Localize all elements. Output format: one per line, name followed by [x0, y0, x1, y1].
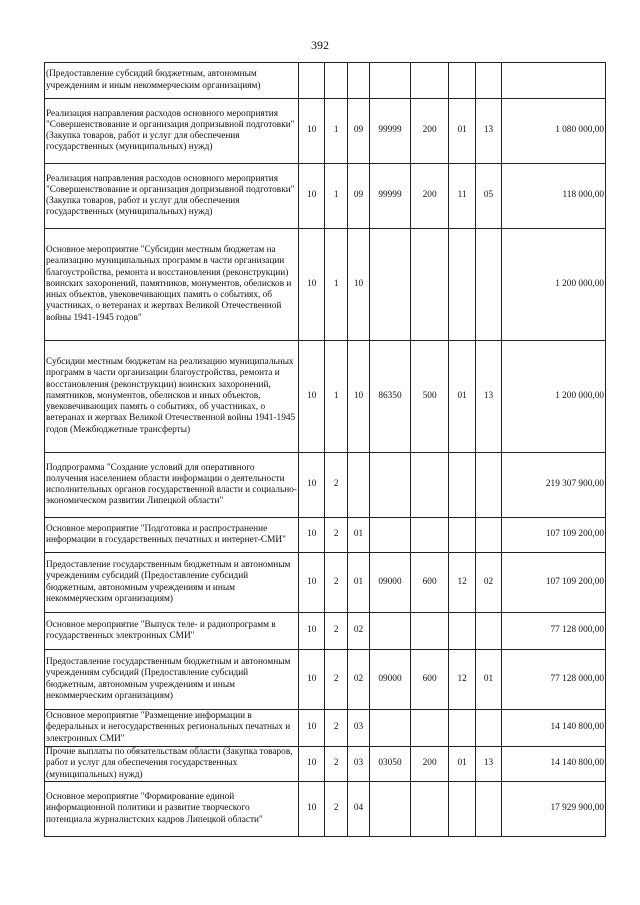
table-row	[45, 747, 606, 782]
code-section	[449, 782, 475, 837]
page-number: 392	[311, 38, 329, 52]
code-expense-type	[410, 613, 449, 650]
code-direction	[370, 229, 411, 341]
table-row	[45, 613, 606, 650]
code-expense-type: 200	[410, 747, 449, 782]
code-direction	[370, 518, 411, 553]
code-program: 10	[299, 710, 325, 747]
table-row	[45, 650, 606, 710]
row-name: Предоставление государственным бюджетным и автономным учреждениям субсидий (Предоставление субсидий бюджетным, автономным учреждениям и иным некоммерческим организациям)	[45, 650, 299, 710]
code-expense-type: 600	[410, 650, 449, 710]
code-subprogram: 2	[325, 782, 347, 837]
code-direction	[370, 782, 411, 837]
code-subprogram: 1	[325, 99, 347, 164]
code-program: 10	[299, 99, 325, 164]
code-subsection	[475, 613, 501, 650]
code-section: 01	[449, 99, 475, 164]
code-program	[299, 63, 325, 99]
table-row	[45, 164, 606, 229]
code-subprogram: 2	[325, 747, 347, 782]
code-event: 01	[347, 518, 369, 553]
row-sum: 219 307 900,00	[502, 453, 606, 518]
code-event: 10	[347, 229, 369, 341]
row-name: Основное мероприятие "Размещение информации в федеральных и негосударственных региональных печатных и электронных СМИ"	[45, 710, 299, 747]
code-section	[449, 613, 475, 650]
code-section: 01	[449, 341, 475, 453]
table-row	[45, 553, 606, 613]
code-subprogram: 2	[325, 613, 347, 650]
code-subprogram: 2	[325, 710, 347, 747]
row-name: Субсидии местным бюджетам на реализацию муниципальных программ в части организации благоустройства, ремонта и восстановления (реконструкции) воинских захоронений, памятников, монументов, обелисков и иных объектов, увековечивающих память о событиях, об участниках, о ветеранах и жертвах Великой Отечественной войны 1941-1945 годов (Межбюджетные трансферты)	[45, 341, 299, 453]
code-event: 03	[347, 747, 369, 782]
code-event	[347, 63, 369, 99]
code-event: 04	[347, 782, 369, 837]
table-row	[45, 453, 606, 518]
code-expense-type: 600	[410, 553, 449, 613]
code-program: 10	[299, 650, 325, 710]
code-program: 10	[299, 782, 325, 837]
code-subprogram: 2	[325, 553, 347, 613]
code-direction: 03050	[370, 747, 411, 782]
code-subsection: 13	[475, 341, 501, 453]
code-subprogram: 1	[325, 341, 347, 453]
row-name: Основное мероприятие "Субсидии местным бюджетам на реализацию муниципальных программ в части организации благоустройства, ремонта и восстановления (реконструкции) воинских захоронений, памятников, монументов, обелисков и иных объектов, увековечивающих память о событиях, об участниках, о ветеранах и жертвах Великой Отечественной войны 1941-1945 годов"	[45, 229, 299, 341]
code-expense-type	[410, 518, 449, 553]
code-program: 10	[299, 553, 325, 613]
row-sum: 14 140 800,00	[502, 710, 606, 747]
code-subsection	[475, 453, 501, 518]
code-subsection: 13	[475, 99, 501, 164]
code-subprogram	[325, 63, 347, 99]
code-subsection: 05	[475, 164, 501, 229]
row-sum: 14 140 800,00	[502, 747, 606, 782]
table-row	[45, 710, 606, 747]
code-expense-type: 500	[410, 341, 449, 453]
code-section	[449, 229, 475, 341]
code-event: 02	[347, 613, 369, 650]
code-event: 09	[347, 99, 369, 164]
code-program: 10	[299, 453, 325, 518]
code-subprogram: 1	[325, 229, 347, 341]
table-row	[45, 782, 606, 837]
table-row	[45, 63, 606, 99]
code-section: 11	[449, 164, 475, 229]
code-program: 10	[299, 747, 325, 782]
code-expense-type	[410, 782, 449, 837]
row-name: Основное мероприятие "Подготовка и распространение информации в государственных печатных и интернет-СМИ"	[45, 518, 299, 553]
row-sum: 118 000,00	[502, 164, 606, 229]
row-sum: 107 109 200,00	[502, 553, 606, 613]
code-subsection	[475, 229, 501, 341]
row-name: Реализация направления расходов основного мероприятия "Совершенствование и организация допризывной подготовки" (Закупка товаров, работ и услуг для обеспечения государственных (муниципальных) нужд)	[45, 164, 299, 229]
row-sum: 1 080 000,00	[502, 99, 606, 164]
row-sum: 77 128 000,00	[502, 650, 606, 710]
code-subsection	[475, 782, 501, 837]
code-direction: 99999	[370, 164, 411, 229]
code-section	[449, 518, 475, 553]
code-direction	[370, 710, 411, 747]
code-section: 12	[449, 650, 475, 710]
code-subprogram: 2	[325, 518, 347, 553]
code-section	[449, 453, 475, 518]
code-direction	[370, 63, 411, 99]
row-name: Основное мероприятие "Формирование единой информационной политики и развитие творческого потенциала журналистских кадров Липецкой области"	[45, 782, 299, 837]
code-section: 01	[449, 747, 475, 782]
code-event: 03	[347, 710, 369, 747]
code-direction: 86350	[370, 341, 411, 453]
table-row	[45, 229, 606, 341]
code-subprogram: 2	[325, 650, 347, 710]
row-sum: 77 128 000,00	[502, 613, 606, 650]
row-name: Предоставление государственным бюджетным и автономным учреждениям субсидий (Предоставление субсидий бюджетным, автономным учреждениям и иным некоммерческим организациям)	[45, 553, 299, 613]
code-program: 10	[299, 341, 325, 453]
code-event	[347, 453, 369, 518]
code-program: 10	[299, 229, 325, 341]
code-event: 10	[347, 341, 369, 453]
row-name: (Предоставление субсидий бюджетным, автономным учреждениям и иным некоммерческим организациям)	[45, 63, 299, 99]
code-section: 12	[449, 553, 475, 613]
code-direction: 99999	[370, 99, 411, 164]
code-subsection: 13	[475, 747, 501, 782]
code-subsection: 02	[475, 553, 501, 613]
row-sum: 17 929 900,00	[502, 782, 606, 837]
code-direction: 09000	[370, 553, 411, 613]
code-subsection	[475, 518, 501, 553]
budget-table	[44, 62, 606, 837]
code-subprogram: 2	[325, 453, 347, 518]
row-sum: 1 200 000,00	[502, 341, 606, 453]
table-row	[45, 99, 606, 164]
code-expense-type: 200	[410, 164, 449, 229]
table-row	[45, 341, 606, 453]
code-subprogram: 1	[325, 164, 347, 229]
code-direction	[370, 613, 411, 650]
code-program: 10	[299, 518, 325, 553]
code-expense-type	[410, 63, 449, 99]
code-expense-type	[410, 710, 449, 747]
code-subsection: 01	[475, 650, 501, 710]
row-sum: 107 109 200,00	[502, 518, 606, 553]
code-subsection	[475, 63, 501, 99]
code-event: 02	[347, 650, 369, 710]
code-subsection	[475, 710, 501, 747]
code-expense-type	[410, 229, 449, 341]
code-expense-type	[410, 453, 449, 518]
code-program: 10	[299, 613, 325, 650]
code-event: 01	[347, 553, 369, 613]
code-section	[449, 710, 475, 747]
code-expense-type: 200	[410, 99, 449, 164]
code-direction	[370, 453, 411, 518]
code-program: 10	[299, 164, 325, 229]
code-section	[449, 63, 475, 99]
code-direction: 09000	[370, 650, 411, 710]
row-name: Подпрограмма "Создание условий для оперативного получения населением области информации о деятельности исполнительных органов государственной власти и социально-экономическом развитии Липецкой области"	[45, 453, 299, 518]
row-sum: 1 200 000,00	[502, 229, 606, 341]
row-sum	[502, 63, 606, 99]
row-name: Прочие выплаты по обязательствам области (Закупка товаров, работ и услуг для обеспечения государственных (муниципальных) нужд)	[45, 747, 299, 782]
table-row	[45, 518, 606, 553]
row-name: Основное мероприятие "Выпуск теле- и радиопрограмм в государственных электронных СМИ"	[45, 613, 299, 650]
code-event: 09	[347, 164, 369, 229]
row-name: Реализация направления расходов основного мероприятия "Совершенствование и организация допризывной подготовки" (Закупка товаров, работ и услуг для обеспечения государственных (муниципальных) нужд)	[45, 99, 299, 164]
